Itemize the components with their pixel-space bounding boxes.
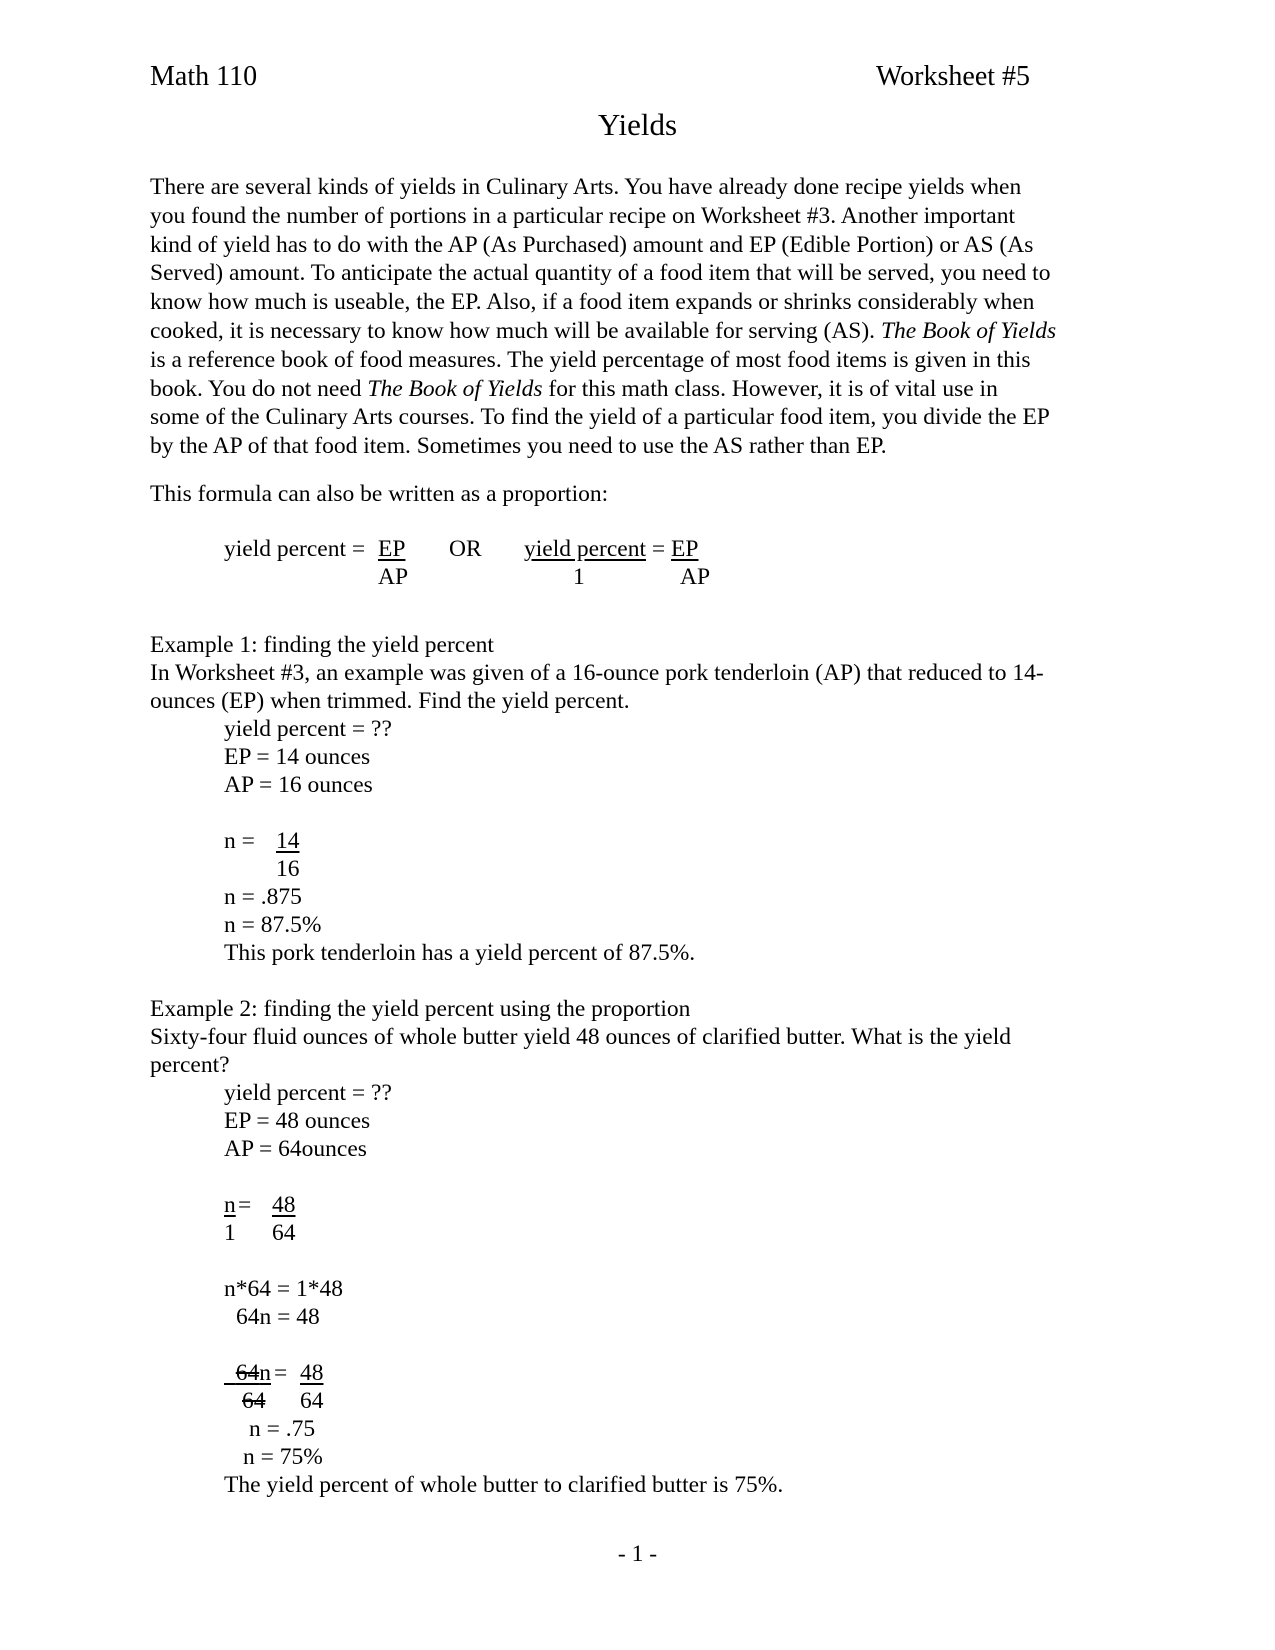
example1-heading: Example 1: finding the yield percent (150, 632, 494, 658)
example2-division-denominator: 64 (242, 1388, 266, 1414)
worksheet-label: Worksheet #5 (876, 61, 1031, 92)
book-title: The Book of Yields (880, 317, 1057, 344)
formula-left-lhs: yield percent = (224, 536, 366, 562)
example1-given: AP = 16 ounces (224, 772, 373, 798)
example2-heading: Example 2: finding the yield percent using the proportion (150, 996, 691, 1022)
cancelled-64: 64 (235, 1360, 260, 1386)
example2-result: n = .75 (249, 1416, 316, 1442)
example2-division-rhs-denominator: 64 (300, 1388, 324, 1414)
example1-step: n = .875 (224, 884, 302, 910)
intro-text: cooked, it is necessary to know how much will be available for serving (AS). (150, 317, 881, 344)
formula-right-denominator-2: AP (680, 564, 711, 590)
example1-numerator: 14 (276, 828, 300, 854)
formula-or: OR (449, 536, 482, 562)
intro-text: for this math class. However, it is of vital use in (542, 375, 998, 402)
intro-line: you found the number of portions in a particular recipe on Worksheet #3. Another important (150, 202, 1016, 229)
formula-right-equals: = (646, 536, 672, 562)
example2-text: percent? (150, 1052, 230, 1078)
example2-given: yield percent = ?? (224, 1080, 392, 1106)
intro-paragraph (150, 173, 1130, 461)
formula-left-numerator: EP (378, 536, 406, 562)
example2-proportion-equals: = (238, 1192, 252, 1218)
intro-line: some of the Culinary Arts courses. To find the yield of a particular food item, you divide the EP (150, 404, 1050, 431)
formula-right-denominator-1: 1 (573, 564, 585, 590)
intro-line (150, 317, 1130, 346)
page-number: - 1 - (617, 1541, 658, 1567)
intro-line: know how much is useable, the EP. Also, if a food item expands or shrinks considerably when (150, 289, 1035, 316)
formula-left-denominator: AP (378, 564, 409, 590)
example2-proportion-one: 1 (224, 1220, 236, 1246)
example2-proportion-n: n (224, 1192, 236, 1218)
intro-line: by the AP of that food item. Sometimes you need to use the AS rather than EP. (150, 433, 887, 460)
formula-right-numerator: yield percent (524, 536, 647, 562)
example1-given: EP = 14 ounces (224, 744, 371, 770)
example2-conclusion: The yield percent of whole butter to clarified butter is 75%. (224, 1472, 784, 1498)
intro-text: book. You do not need (150, 375, 368, 402)
example2-given: AP = 64ounces (224, 1136, 367, 1162)
example1-given: yield percent = ?? (224, 716, 392, 742)
example1-n-equals: n = (224, 828, 255, 854)
example2-text: Sixty-four fluid ounces of whole butter yield 48 ounces of clarified butter. What is the yield (150, 1024, 1012, 1050)
example2-cross-result: 64n = 48 (236, 1304, 320, 1330)
example1-step: n = 87.5% (224, 912, 322, 938)
example2-cross-multiply: n*64 = 1*48 (224, 1276, 344, 1302)
formula-right (524, 535, 698, 563)
example1-text: In Worksheet #3, an example was given of a 16-ounce pork tenderloin (AP) that reduced to 14- (150, 660, 1044, 686)
book-title: The Book of Yields (367, 375, 543, 402)
page-title: Yields (597, 107, 678, 142)
intro-line: There are several kinds of yields in Culinary Arts. You have already done recipe yields when (150, 174, 1022, 200)
intro-line (150, 375, 1130, 404)
intro-line: Served) amount. To anticipate the actual quantity of a food item that will be served, you need to (150, 260, 1051, 287)
division-n: n (259, 1360, 271, 1386)
example2-proportion-numerator: 48 (272, 1192, 296, 1218)
formula-intro: This formula can also be written as a proportion: (150, 481, 609, 507)
example1-conclusion: This pork tenderloin has a yield percent of 87.5%. (224, 940, 696, 966)
formula-right-numerator-2: EP (671, 536, 699, 562)
example2-division-numerator (224, 1359, 271, 1387)
intro-line: kind of yield has to do with the AP (As Purchased) amount and EP (Edible Portion) or AS (As (150, 231, 1034, 258)
example2-given: EP = 48 ounces (224, 1108, 371, 1134)
example1-text: ounces (EP) when trimmed. Find the yield percent. (150, 688, 630, 714)
intro-line: is a reference book of food measures. The yield percentage of most food items is given in this (150, 346, 1031, 373)
example2-result: n = 75% (243, 1444, 323, 1470)
example2-division-equals: = (274, 1360, 288, 1386)
example2-proportion-denominator: 64 (272, 1220, 296, 1246)
example1-denominator: 16 (276, 856, 300, 882)
example2-division-rhs-numerator: 48 (300, 1360, 324, 1386)
course-label: Math 110 (150, 61, 258, 92)
